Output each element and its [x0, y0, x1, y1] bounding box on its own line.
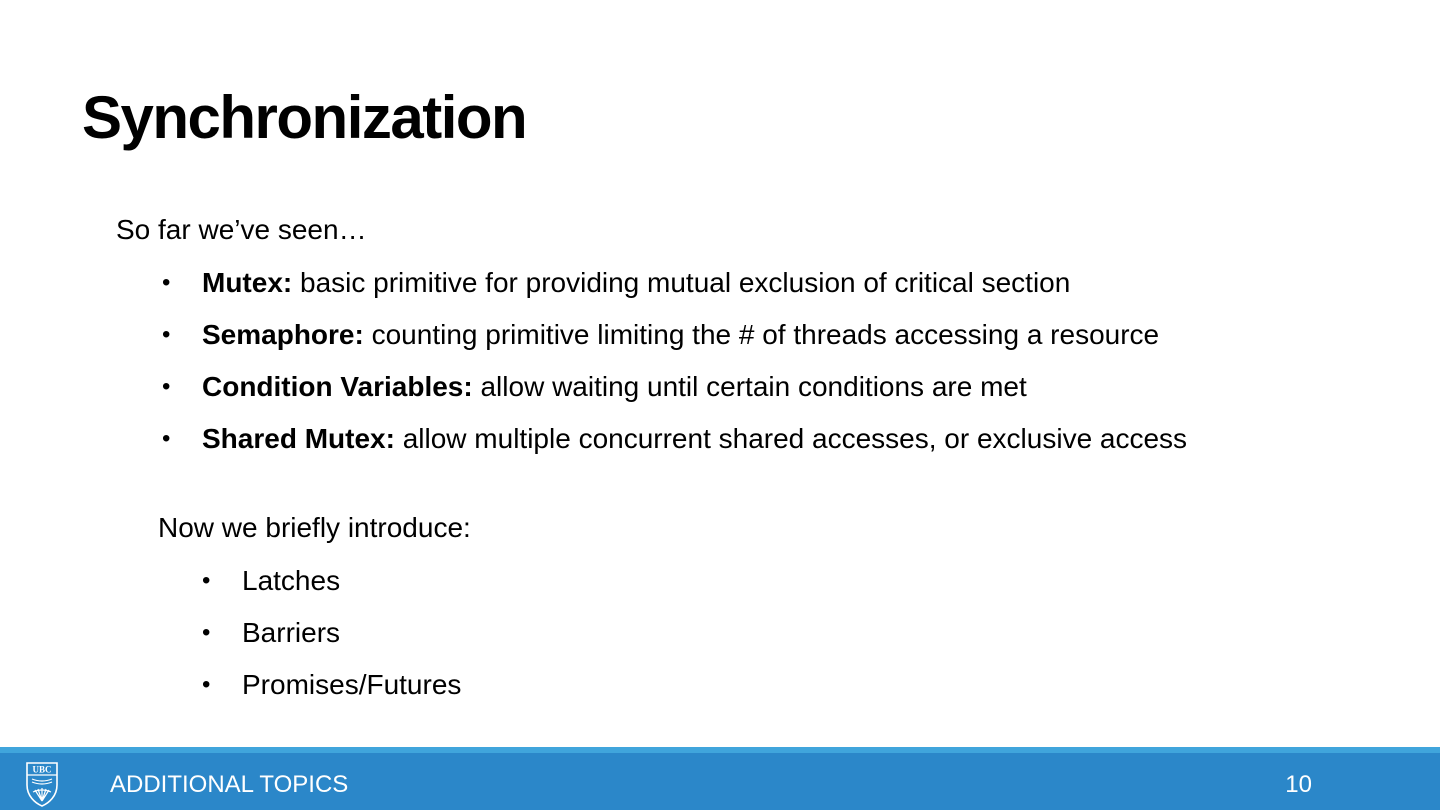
item-term: Shared Mutex: — [202, 423, 395, 454]
item-term: Mutex: — [202, 267, 293, 298]
list-item — [200, 564, 461, 616]
item-description: basic primitive for providing mutual exclusion of critical section — [292, 267, 1071, 298]
page-number: 10 — [1285, 771, 1312, 798]
bullet-icon: • — [202, 619, 211, 646]
logo-text: UBC — [32, 764, 52, 775]
list-item — [200, 616, 461, 668]
item-description: allow multiple concurrent shared accesses, or exclusive access — [394, 423, 1188, 454]
item-label: Latches — [242, 565, 341, 596]
item-label: Promises/Futures — [242, 669, 462, 700]
item-term: Semaphore: — [202, 319, 364, 350]
new-topics-list — [200, 564, 461, 720]
list-item — [160, 422, 1187, 474]
bullet-icon: • — [202, 567, 211, 594]
intro-new-text: Now we briefly introduce: — [158, 512, 471, 543]
list-item — [200, 668, 461, 720]
seen-list — [160, 266, 1187, 474]
bullet-icon: • — [162, 373, 171, 400]
bullet-icon: • — [162, 425, 171, 452]
list-item — [160, 318, 1187, 370]
item-label: Barriers — [242, 617, 341, 648]
footer-bar — [0, 753, 1440, 810]
list-item — [160, 370, 1187, 422]
ubc-crest-icon — [24, 761, 60, 807]
slide-title: Synchronization — [82, 84, 527, 151]
item-description: counting primitive limiting the # of threads accessing a resource — [363, 319, 1160, 350]
bullet-icon: • — [202, 671, 211, 698]
bullet-icon: • — [162, 269, 171, 296]
item-description: allow waiting until certain conditions are met — [472, 371, 1027, 402]
item-term: Condition Variables: — [202, 371, 473, 402]
list-item — [160, 266, 1187, 318]
footer-section-title: ADDITIONAL TOPICS — [110, 771, 349, 798]
bullet-icon: • — [162, 321, 171, 348]
intro-seen-text: So far we’ve seen… — [116, 214, 367, 245]
